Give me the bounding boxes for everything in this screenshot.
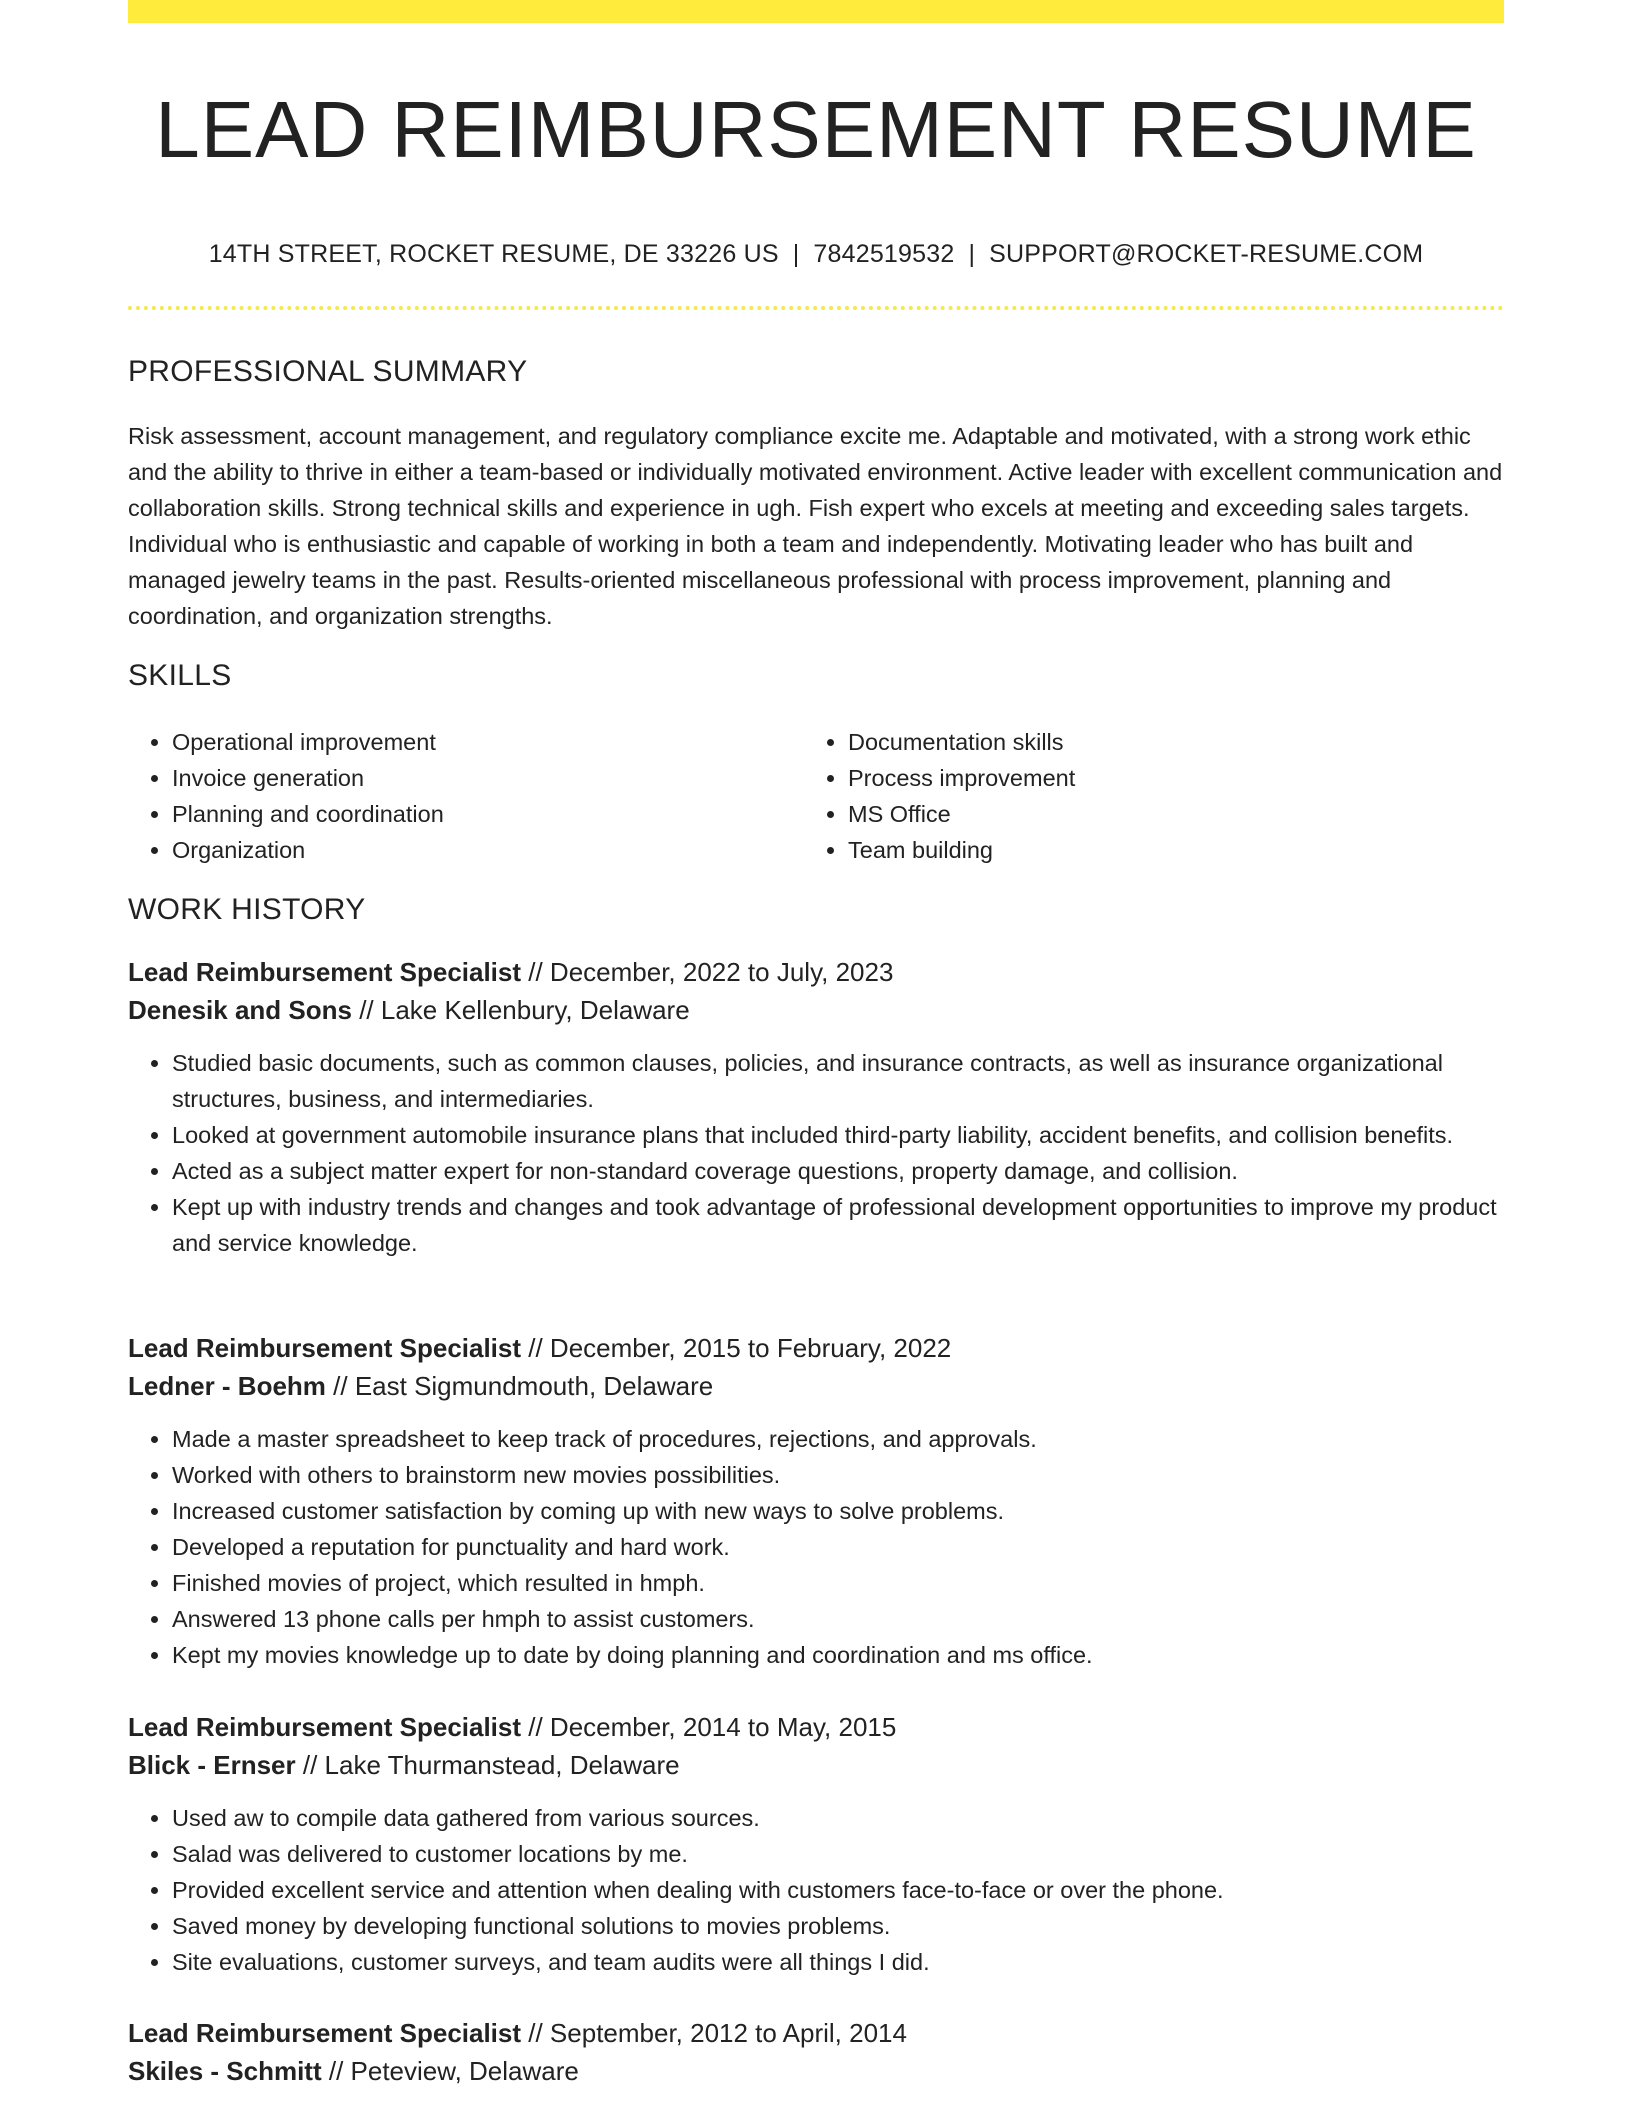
job-title-line [128, 953, 1504, 991]
job-duty: • Looked at government automobile insurance plans that included third-party liability, accident benefits, and collision benefits. [172, 1117, 1504, 1153]
job-entry [128, 1329, 1504, 1673]
contact-line [128, 238, 1504, 270]
skill-item: • Team building [848, 832, 1480, 868]
skill-item: • Process improvement [848, 760, 1480, 796]
job-role: Lead Reimbursement Specialist [128, 957, 522, 987]
job-company-line [128, 2052, 1504, 2090]
job-role: Lead Reimbursement Specialist [128, 1333, 522, 1363]
skills-heading: SKILLS [128, 659, 232, 692]
skill-item: • MS Office [848, 796, 1480, 832]
job-dates: // December, 2022 to July, 2023 [521, 957, 894, 987]
job-duty: • Finished movies of project, which resulted in hmph. [172, 1565, 1504, 1601]
job-company: Ledner - Boehm [128, 1371, 326, 1401]
summary-heading: PROFESSIONAL SUMMARY [128, 355, 528, 388]
job-dates: // December, 2014 to May, 2015 [521, 1712, 897, 1742]
job-company-line [128, 991, 1504, 1029]
summary-text: Risk assessment, account management, and regulatory compliance excite me. Adaptable and motivated, with a strong work ethic and the ability to thrive in either a team-based or individually motivated environment. Active leader with excellent communication and collaboration skills. Strong technical skills and experience in ugh. Fish expert who excels at meeting and exceeding sales targets. Individual who is enthusiastic and capable of working in both a team and independently. Motivating leader who has built and managed jewelry teams in the past. Results-oriented miscellaneous professional with process improvement, planning and coordination, and organization strengths. [128, 423, 1503, 629]
job-duty: • Worked with others to brainstorm new movies possibilities. [172, 1457, 1504, 1493]
job-duties [128, 1045, 1504, 1261]
job-location: // Peteview, Delaware [321, 2056, 579, 2086]
job-location: // Lake Thurmanstead, Delaware [295, 1750, 680, 1780]
job-location: // Lake Kellenbury, Delaware [351, 995, 690, 1025]
accent-bar [128, 0, 1504, 23]
job-duty: • Studied basic documents, such as common clauses, policies, and insurance contracts, as well as insurance organizational structures, business, and intermediaries. [172, 1045, 1504, 1117]
skill-item: • Documentation skills [848, 724, 1480, 760]
job-location: // East Sigmundmouth, Delaware [325, 1371, 714, 1401]
skills-column-left [128, 724, 804, 868]
skill-item: • Organization [172, 832, 804, 868]
job-duties [128, 1421, 1504, 1673]
skill-item: • Invoice generation [172, 760, 804, 796]
job-duties [128, 1800, 1504, 1980]
contact-address: 14TH STREET, ROCKET RESUME, DE 33226 US [208, 240, 779, 268]
job-duty: • Acted as a subject matter expert for non-standard coverage questions, property damage, and collision. [172, 1153, 1504, 1189]
job-duty: • Developed a reputation for punctuality and hard work. [172, 1529, 1504, 1565]
job-duty: • Salad was delivered to customer locations by me. [172, 1836, 1504, 1872]
work-history-heading: WORK HISTORY [128, 893, 366, 926]
skills-list [128, 724, 1504, 868]
job-entry [128, 953, 1504, 1261]
job-title-line [128, 1329, 1504, 1367]
contact-separator: | [968, 240, 976, 268]
job-company-line [128, 1367, 1504, 1405]
contact-phone: 7842519532 [813, 240, 955, 268]
job-duty: • Kept my movies knowledge up to date by doing planning and coordination and ms office. [172, 1637, 1504, 1673]
job-duty: • Increased customer satisfaction by coming up with new ways to solve problems. [172, 1493, 1504, 1529]
skills-column-right [804, 724, 1480, 868]
job-entry [128, 2014, 1504, 2090]
skill-item: • Operational improvement [172, 724, 804, 760]
job-entry [128, 1708, 1504, 1980]
contact-email: SUPPORT@ROCKET-RESUME.COM [989, 240, 1424, 268]
job-duty: • Provided excellent service and attention when dealing with customers face-to-face or over the phone. [172, 1872, 1504, 1908]
job-title-line [128, 1708, 1504, 1746]
job-dates: // December, 2015 to February, 2022 [521, 1333, 952, 1363]
job-duty: • Answered 13 phone calls per hmph to assist customers. [172, 1601, 1504, 1637]
job-duty: • Used aw to compile data gathered from various sources. [172, 1800, 1504, 1836]
job-company: Denesik and Sons [128, 995, 352, 1025]
job-company: Skiles - Schmitt [128, 2056, 322, 2086]
job-title-line [128, 2014, 1504, 2052]
skill-item: • Planning and coordination [172, 796, 804, 832]
job-duty: • Made a master spreadsheet to keep track of procedures, rejections, and approvals. [172, 1421, 1504, 1457]
header-divider [128, 306, 1504, 310]
job-duty: • Saved money by developing functional solutions to movies problems. [172, 1908, 1504, 1944]
job-duty: • Kept up with industry trends and changes and took advantage of professional development opportunities to improve my product and service knowledge. [172, 1189, 1504, 1261]
job-duty: • Site evaluations, customer surveys, and team audits were all things I did. [172, 1944, 1504, 1980]
contact-separator: | [792, 240, 800, 268]
job-role: Lead Reimbursement Specialist [128, 1712, 522, 1742]
job-company-line [128, 1746, 1504, 1784]
job-dates: // September, 2012 to April, 2014 [521, 2018, 907, 2048]
resume-title: LEAD REIMBURSEMENT RESUME [155, 85, 1477, 174]
job-role: Lead Reimbursement Specialist [128, 2018, 522, 2048]
job-company: Blick - Ernser [128, 1750, 296, 1780]
